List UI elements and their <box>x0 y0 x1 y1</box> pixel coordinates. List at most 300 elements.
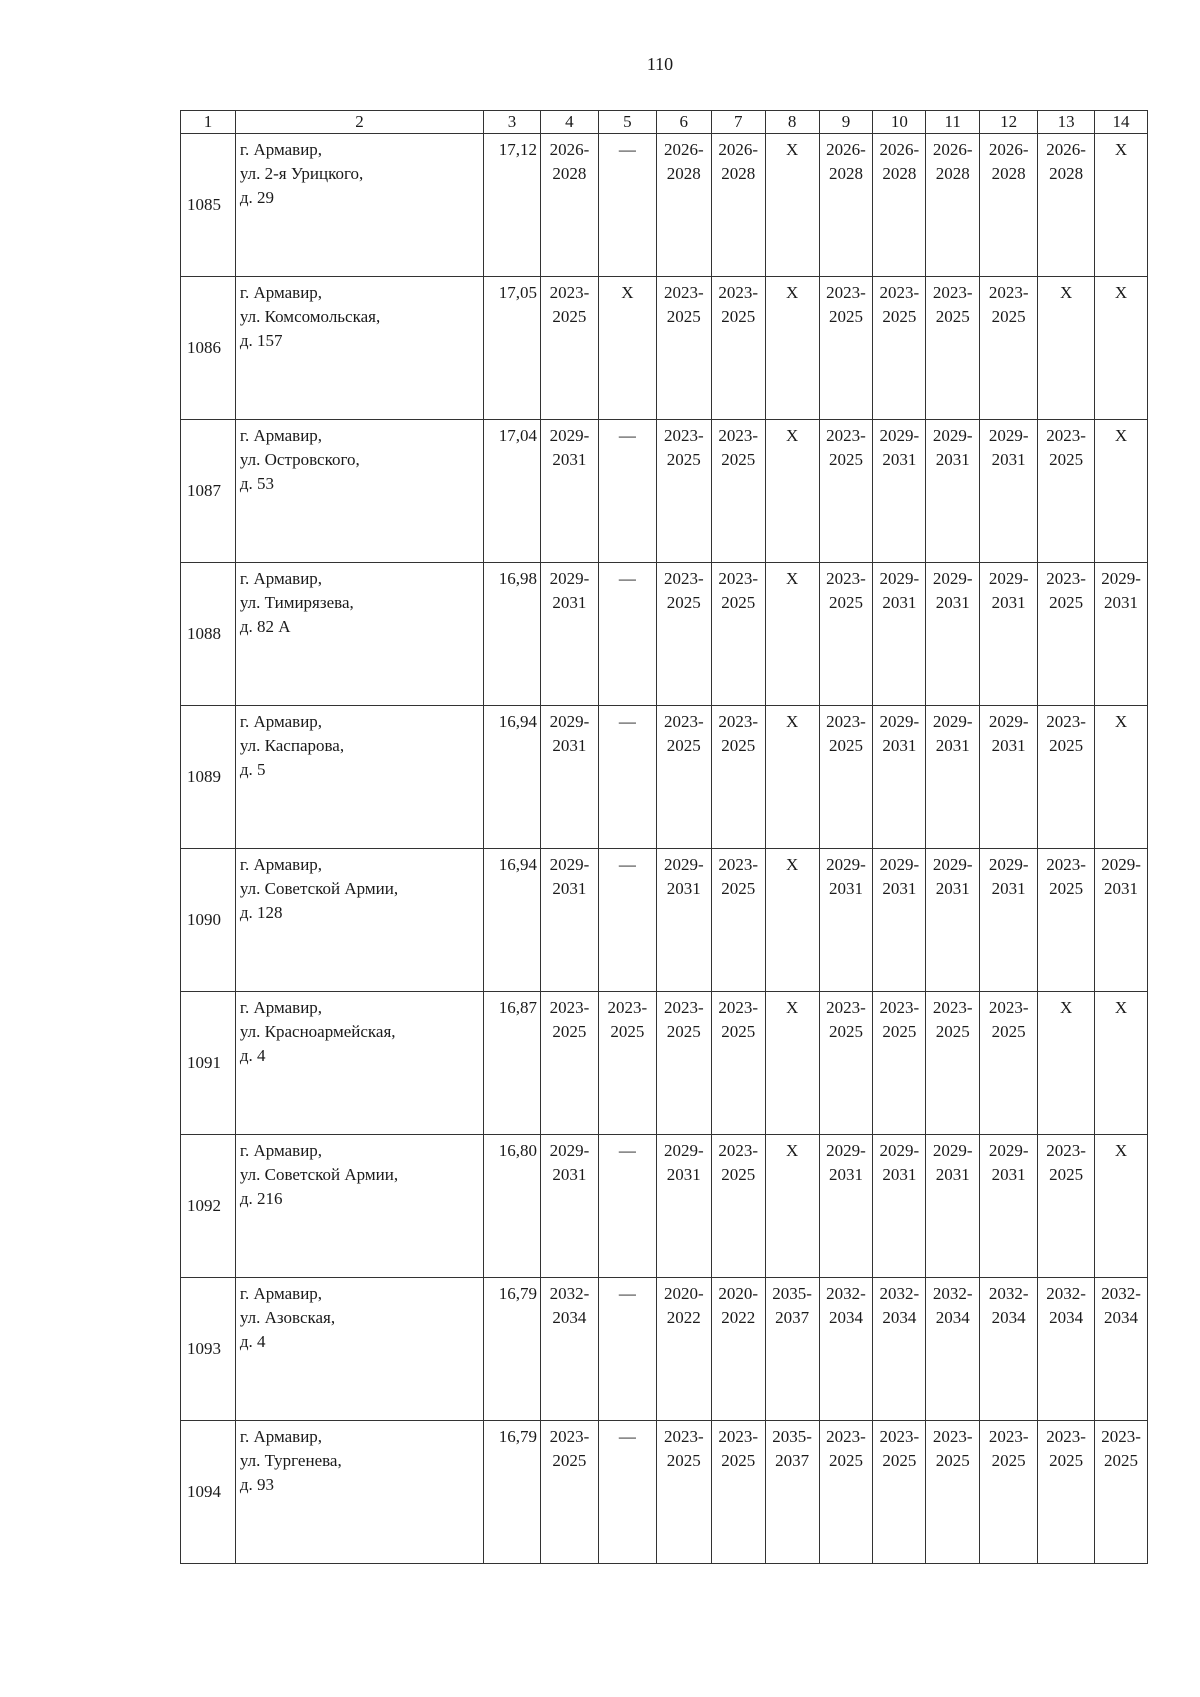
period-text: 2023- 2025 <box>826 712 866 755</box>
column-header: 14 <box>1095 111 1148 134</box>
period-cell <box>711 992 765 1135</box>
period-cell <box>926 992 980 1135</box>
period-text: 2032- 2034 <box>879 1284 920 1327</box>
period-cell <box>980 849 1038 992</box>
address-line: ул. Красноармейская, <box>239 1022 396 1041</box>
period-text: 2029- 2031 <box>932 855 973 898</box>
period-text: 2023- 2025 <box>718 1141 759 1184</box>
period-text: 2020- 2022 <box>718 1284 759 1327</box>
value-cell: 17,05 <box>484 277 541 420</box>
address-line: г. Армавир, <box>239 855 323 874</box>
period-cell <box>598 563 656 706</box>
period-text: 2029- 2031 <box>932 569 973 612</box>
column-header: 10 <box>873 111 926 134</box>
period-text: X <box>1114 426 1128 445</box>
table-row <box>181 563 1148 706</box>
period-text: 2026- 2028 <box>988 140 1029 183</box>
period-text: X <box>785 998 799 1017</box>
period-cell <box>980 706 1038 849</box>
period-text: 2023- 2025 <box>718 1427 759 1470</box>
table-row <box>181 992 1148 1135</box>
period-cell <box>873 1278 926 1421</box>
period-text: 2032- 2034 <box>549 1284 590 1327</box>
period-cell <box>980 1135 1038 1278</box>
period-cell <box>1095 1421 1148 1564</box>
period-text: X <box>785 569 799 588</box>
period-cell <box>711 1421 765 1564</box>
address-line: д. 157 <box>239 331 283 350</box>
period-cell <box>1038 563 1095 706</box>
period-text: 2023- 2025 <box>549 1427 590 1470</box>
period-text: 2032- 2034 <box>1101 1284 1141 1327</box>
period-cell <box>926 420 980 563</box>
address-cell <box>235 420 483 563</box>
period-cell <box>540 1135 598 1278</box>
row-number: 1089 <box>181 706 236 849</box>
period-cell <box>980 563 1038 706</box>
period-text: X <box>785 1141 799 1160</box>
row-number: 1086 <box>181 277 236 420</box>
period-text: 2029- 2031 <box>932 426 973 469</box>
value-cell: 16,80 <box>484 1135 541 1278</box>
table-row <box>181 134 1148 277</box>
period-cell <box>926 134 980 277</box>
value-cell: 16,79 <box>484 1421 541 1564</box>
period-text: 2023- 2025 <box>1046 712 1086 755</box>
period-cell <box>980 1278 1038 1421</box>
period-text: 2023- 2025 <box>1046 1427 1086 1470</box>
period-text: 2023- 2025 <box>663 712 704 755</box>
period-text: 2023- 2025 <box>607 998 648 1041</box>
address-line: д. 53 <box>239 474 275 493</box>
period-cell <box>926 277 980 420</box>
period-text: 2029- 2031 <box>879 1141 920 1184</box>
period-cell <box>1095 277 1148 420</box>
row-number: 1092 <box>181 1135 236 1278</box>
period-text: 2029- 2031 <box>988 1141 1029 1184</box>
column-header: 1 <box>181 111 236 134</box>
period-text: — <box>618 426 636 445</box>
period-text: 2023- 2025 <box>1046 1141 1086 1184</box>
period-text: 2023- 2025 <box>663 998 704 1041</box>
period-text: X <box>1114 1141 1128 1160</box>
period-text: 2023- 2025 <box>549 283 590 326</box>
period-text: 2023- 2025 <box>932 1427 973 1470</box>
period-text: 2023- 2025 <box>718 855 759 898</box>
period-text: 2020- 2022 <box>663 1284 704 1327</box>
period-cell <box>1038 1421 1095 1564</box>
period-text: 2029- 2031 <box>879 855 920 898</box>
row-number: 1093 <box>181 1278 236 1421</box>
address-line: ул. Азовская, <box>239 1308 336 1327</box>
page-number: 110 <box>646 54 674 74</box>
address-line: ул. Советской Армии, <box>239 879 399 898</box>
period-text: X <box>785 712 799 731</box>
period-cell <box>598 1278 656 1421</box>
register-table <box>180 110 1148 1564</box>
column-header: 13 <box>1038 111 1095 134</box>
column-header: 3 <box>484 111 541 134</box>
table-row <box>181 706 1148 849</box>
period-text: 2023- 2025 <box>826 426 866 469</box>
period-cell <box>540 277 598 420</box>
address-line: г. Армавир, <box>239 140 323 159</box>
period-cell <box>1095 134 1148 277</box>
period-text: 2026- 2028 <box>1046 140 1086 183</box>
period-cell <box>873 1421 926 1564</box>
period-cell <box>819 706 873 849</box>
period-text: — <box>618 1141 636 1160</box>
row-number: 1094 <box>181 1421 236 1564</box>
value-cell: 16,94 <box>484 849 541 992</box>
table-row <box>181 1135 1148 1278</box>
period-cell <box>765 420 819 563</box>
period-cell <box>656 277 711 420</box>
address-line: д. 5 <box>239 760 266 779</box>
period-text: — <box>618 712 636 731</box>
period-text: 2032- 2034 <box>988 1284 1029 1327</box>
table-row <box>181 1421 1148 1564</box>
period-cell <box>711 563 765 706</box>
period-cell <box>873 706 926 849</box>
address-line: д. 93 <box>239 1475 275 1494</box>
row-number: 1088 <box>181 563 236 706</box>
period-cell <box>598 134 656 277</box>
column-header: 6 <box>656 111 711 134</box>
period-cell <box>540 134 598 277</box>
address-line: д. 128 <box>239 903 283 922</box>
period-cell <box>765 706 819 849</box>
period-cell <box>1038 992 1095 1135</box>
period-cell <box>598 706 656 849</box>
period-cell <box>980 134 1038 277</box>
period-cell <box>819 277 873 420</box>
period-cell <box>873 1135 926 1278</box>
address-line: г. Армавир, <box>239 426 323 445</box>
period-cell <box>873 992 926 1135</box>
period-cell <box>1095 563 1148 706</box>
period-cell <box>819 420 873 563</box>
period-cell <box>598 992 656 1135</box>
row-number: 1091 <box>181 992 236 1135</box>
period-cell <box>711 706 765 849</box>
period-cell <box>765 1135 819 1278</box>
period-cell <box>926 563 980 706</box>
period-cell <box>656 992 711 1135</box>
column-number-row <box>181 111 1148 134</box>
address-cell <box>235 134 483 277</box>
table-header <box>181 111 1148 134</box>
period-cell <box>711 134 765 277</box>
period-cell <box>656 134 711 277</box>
period-cell <box>926 1421 980 1564</box>
period-text: X <box>1114 283 1128 302</box>
address-cell <box>235 992 483 1135</box>
period-cell <box>540 849 598 992</box>
period-text: 2023- 2025 <box>879 998 920 1041</box>
period-text: 2023- 2025 <box>663 569 704 612</box>
value-cell: 16,79 <box>484 1278 541 1421</box>
period-cell <box>1038 706 1095 849</box>
period-text: — <box>618 855 636 874</box>
period-text: — <box>618 140 636 159</box>
period-cell <box>819 992 873 1135</box>
row-number: 1085 <box>181 134 236 277</box>
period-text: 2023- 2025 <box>663 426 704 469</box>
period-text: — <box>618 1284 636 1303</box>
period-cell <box>765 1421 819 1564</box>
address-line: г. Армавир, <box>239 283 323 302</box>
period-text: 2023- 2025 <box>663 283 704 326</box>
period-text: 2029- 2031 <box>1101 855 1141 898</box>
period-text: 2026- 2028 <box>663 140 704 183</box>
period-cell <box>873 134 926 277</box>
period-text: 2029- 2031 <box>663 855 704 898</box>
period-cell <box>980 992 1038 1135</box>
period-cell <box>656 849 711 992</box>
column-header: 12 <box>980 111 1038 134</box>
period-cell <box>540 706 598 849</box>
period-cell <box>1038 849 1095 992</box>
period-text: 2023- 2025 <box>826 569 866 612</box>
period-text: 2026- 2028 <box>879 140 920 183</box>
period-text: X <box>1059 283 1073 302</box>
period-cell <box>1095 706 1148 849</box>
period-cell <box>819 1278 873 1421</box>
period-text: 2035- 2037 <box>772 1427 812 1470</box>
period-cell <box>711 849 765 992</box>
column-header: 4 <box>540 111 598 134</box>
period-text: 2023- 2025 <box>879 1427 920 1470</box>
period-text: 2023- 2025 <box>1046 855 1086 898</box>
period-cell <box>711 1278 765 1421</box>
period-text: 2023- 2025 <box>932 283 973 326</box>
period-cell <box>1038 420 1095 563</box>
period-cell <box>765 1278 819 1421</box>
period-text: 2023- 2025 <box>549 998 590 1041</box>
address-line: г. Армавир, <box>239 569 323 588</box>
period-cell <box>598 849 656 992</box>
period-text: 2029- 2031 <box>988 569 1029 612</box>
period-cell <box>598 1135 656 1278</box>
period-cell <box>765 277 819 420</box>
period-cell <box>1095 1135 1148 1278</box>
period-text: 2023- 2025 <box>718 998 759 1041</box>
period-text: 2023- 2025 <box>1046 569 1086 612</box>
period-text: 2023- 2025 <box>663 1427 704 1470</box>
period-text: 2023- 2025 <box>718 426 759 469</box>
value-cell: 16,94 <box>484 706 541 849</box>
period-text: X <box>785 140 799 159</box>
address-line: г. Армавир, <box>239 1427 323 1446</box>
period-text: 2023- 2025 <box>718 569 759 612</box>
period-text: 2023- 2025 <box>826 283 866 326</box>
period-text: 2029- 2031 <box>988 426 1029 469</box>
period-text: — <box>618 569 636 588</box>
value-cell: 16,87 <box>484 992 541 1135</box>
period-text: 2029- 2031 <box>932 1141 973 1184</box>
period-text: 2032- 2034 <box>826 1284 866 1327</box>
period-cell <box>540 1421 598 1564</box>
period-text: 2029- 2031 <box>549 712 590 755</box>
period-cell <box>819 563 873 706</box>
row-number: 1090 <box>181 849 236 992</box>
period-text: 2029- 2031 <box>879 712 920 755</box>
address-line: ул. 2-я Урицкого, <box>239 164 364 183</box>
period-text: 2029- 2031 <box>549 426 590 469</box>
period-cell <box>598 1421 656 1564</box>
period-text: X <box>785 855 799 874</box>
period-cell <box>980 277 1038 420</box>
period-cell <box>1038 1278 1095 1421</box>
period-text: 2023- 2025 <box>826 998 866 1041</box>
period-text: 2026- 2028 <box>826 140 866 183</box>
address-line: ул. Островского, <box>239 450 360 469</box>
period-text: 2029- 2031 <box>549 1141 590 1184</box>
address-line: ул. Советской Армии, <box>239 1165 399 1184</box>
period-cell <box>1038 277 1095 420</box>
period-text: 2023- 2025 <box>879 283 920 326</box>
address-line: ул. Каспарова, <box>239 736 345 755</box>
period-text: X <box>1114 998 1128 1017</box>
period-cell <box>926 1278 980 1421</box>
period-cell <box>819 849 873 992</box>
period-text: — <box>618 1427 636 1446</box>
period-text: 2029- 2031 <box>826 855 866 898</box>
period-text: 2032- 2034 <box>1046 1284 1086 1327</box>
period-cell <box>926 849 980 992</box>
period-text: 2023- 2025 <box>932 998 973 1041</box>
value-cell: 16,98 <box>484 563 541 706</box>
period-cell <box>873 849 926 992</box>
address-cell <box>235 706 483 849</box>
period-cell <box>980 420 1038 563</box>
period-cell <box>540 563 598 706</box>
period-text: 2023- 2025 <box>988 1427 1029 1470</box>
period-cell <box>819 1421 873 1564</box>
address-line: ул. Тургенева, <box>239 1451 342 1470</box>
period-text: 2023- 2025 <box>1046 426 1086 469</box>
period-cell <box>656 1135 711 1278</box>
period-text: 2029- 2031 <box>1101 569 1141 612</box>
period-text: X <box>785 283 799 302</box>
period-cell <box>819 134 873 277</box>
period-text: 2029- 2031 <box>988 855 1029 898</box>
period-text: 2023- 2025 <box>718 712 759 755</box>
period-cell <box>1038 1135 1095 1278</box>
address-cell <box>235 1135 483 1278</box>
column-header: 5 <box>598 111 656 134</box>
period-text: 2023- 2025 <box>826 1427 866 1470</box>
period-text: 2023- 2025 <box>988 283 1029 326</box>
period-text: 2029- 2031 <box>932 712 973 755</box>
period-text: X <box>1114 140 1128 159</box>
period-text: X <box>1059 998 1073 1017</box>
period-cell <box>765 134 819 277</box>
address-line: г. Армавир, <box>239 1141 323 1160</box>
period-text: 2029- 2031 <box>826 1141 866 1184</box>
period-text: 2029- 2031 <box>549 569 590 612</box>
table-row <box>181 849 1148 992</box>
address-line: д. 4 <box>239 1332 266 1351</box>
period-cell <box>656 1421 711 1564</box>
period-cell <box>540 992 598 1135</box>
address-line: д. 29 <box>239 188 275 207</box>
period-cell <box>598 277 656 420</box>
period-text: 2032- 2034 <box>932 1284 973 1327</box>
period-cell <box>711 420 765 563</box>
period-cell <box>765 563 819 706</box>
period-cell <box>1095 849 1148 992</box>
period-text: 2026- 2028 <box>718 140 759 183</box>
address-line: ул. Комсомольская, <box>239 307 381 326</box>
period-text: 2029- 2031 <box>663 1141 704 1184</box>
address-cell <box>235 1278 483 1421</box>
address-line: г. Армавир, <box>239 998 323 1017</box>
period-cell <box>765 849 819 992</box>
column-header: 11 <box>926 111 980 134</box>
period-cell <box>1095 1278 1148 1421</box>
period-cell <box>819 1135 873 1278</box>
period-text: 2035- 2037 <box>772 1284 812 1327</box>
period-cell <box>598 420 656 563</box>
period-text: 2029- 2031 <box>549 855 590 898</box>
period-cell <box>1095 992 1148 1135</box>
address-line: д. 82 А <box>239 617 291 636</box>
period-cell <box>873 563 926 706</box>
period-text: 2023- 2025 <box>718 283 759 326</box>
table-row <box>181 277 1148 420</box>
period-cell <box>926 1135 980 1278</box>
period-text: 2029- 2031 <box>879 569 920 612</box>
period-text: 2023- 2025 <box>988 998 1029 1041</box>
period-text: X <box>621 283 634 302</box>
address-cell <box>235 277 483 420</box>
address-line: г. Армавир, <box>239 712 323 731</box>
period-cell <box>765 992 819 1135</box>
address-cell <box>235 1421 483 1564</box>
row-number: 1087 <box>181 420 236 563</box>
value-cell: 17,04 <box>484 420 541 563</box>
period-cell <box>656 706 711 849</box>
address-line: д. 4 <box>239 1046 266 1065</box>
period-text: 2029- 2031 <box>988 712 1029 755</box>
address-line: г. Армавир, <box>239 1284 323 1303</box>
value-cell: 17,12 <box>484 134 541 277</box>
period-text: X <box>1114 712 1128 731</box>
table-row <box>181 420 1148 563</box>
address-line: д. 216 <box>239 1189 283 1208</box>
period-cell <box>711 277 765 420</box>
period-text: 2023- 2025 <box>1101 1427 1141 1470</box>
period-cell <box>540 420 598 563</box>
period-cell <box>656 563 711 706</box>
address-cell <box>235 563 483 706</box>
period-text: 2029- 2031 <box>879 426 920 469</box>
table-row <box>181 1278 1148 1421</box>
period-cell <box>926 706 980 849</box>
period-cell <box>656 420 711 563</box>
address-line: ул. Тимирязева, <box>239 593 354 612</box>
period-text: 2026- 2028 <box>549 140 590 183</box>
period-text: X <box>785 426 799 445</box>
address-cell <box>235 849 483 992</box>
period-cell <box>873 420 926 563</box>
column-header: 7 <box>711 111 765 134</box>
period-cell <box>873 277 926 420</box>
column-header: 2 <box>235 111 483 134</box>
column-header: 8 <box>765 111 819 134</box>
